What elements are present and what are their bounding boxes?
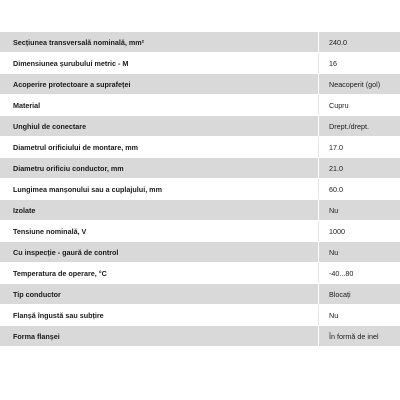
spec-label: Dimensiunea șurubului metric - M [13, 58, 129, 68]
spec-value: 16 [329, 58, 337, 68]
spec-label: Temperatura de operare, °C [13, 268, 107, 278]
spec-value: 60.0 [329, 184, 343, 194]
spec-row-operating-temperature [0, 263, 400, 284]
spec-value: Nu [329, 310, 339, 320]
spec-row-conductor-type [0, 284, 400, 305]
spec-row-narrow-flange [0, 305, 400, 326]
spec-value: Neacoperit (gol) [329, 79, 381, 89]
spec-value: 21.0 [329, 163, 343, 173]
spec-label: Acoperire protectoare a suprafeței [13, 79, 131, 89]
spec-row-cross-section [0, 32, 400, 53]
spec-label: Cu inspecție - gaură de control [13, 247, 119, 257]
spec-value: Blocați [329, 289, 351, 299]
spec-label: Forma flanșei [13, 331, 60, 341]
spec-label: Izolate [13, 205, 36, 215]
spec-label: Tip conductor [13, 289, 61, 299]
spec-label: Diametrul orificiului de montare, mm [13, 142, 139, 152]
spec-value: Nu [329, 205, 339, 215]
spec-value: 1000 [329, 226, 345, 236]
spec-label: Lungimea manșonului sau a cuplajului, mm [13, 184, 162, 194]
spec-row-mounting-hole-diameter [0, 137, 400, 158]
spec-value: 240.0 [329, 37, 347, 47]
spec-row-flange-shape [0, 326, 400, 347]
spec-table [0, 32, 400, 347]
spec-row-insulated [0, 200, 400, 221]
spec-row-nominal-voltage [0, 221, 400, 242]
spec-label: Tensiune nominală, V [13, 226, 87, 236]
spec-label: Unghiul de conectare [13, 121, 87, 131]
spec-label: Secțiunea transversală nominală, mm² [13, 37, 145, 47]
spec-value: 17.0 [329, 142, 343, 152]
spec-label: Diametru orificiu conductor, mm [13, 163, 124, 173]
spec-value: Cupru [329, 100, 349, 110]
spec-row-connection-angle [0, 116, 400, 137]
spec-value: Drept./drept. [329, 121, 369, 131]
spec-value: În formă de inel [329, 331, 379, 341]
spec-label: Material [13, 100, 41, 110]
spec-row-conductor-hole-diameter [0, 158, 400, 179]
spec-value: -40...80 [329, 268, 354, 278]
spec-label: Flanșă îngustă sau subțire [13, 310, 104, 320]
spec-row-sleeve-length [0, 179, 400, 200]
spec-row-inspection-hole [0, 242, 400, 263]
spec-value: Nu [329, 247, 339, 257]
spec-row-surface-coating [0, 74, 400, 95]
spec-row-bolt-size [0, 53, 400, 74]
spec-row-material [0, 95, 400, 116]
